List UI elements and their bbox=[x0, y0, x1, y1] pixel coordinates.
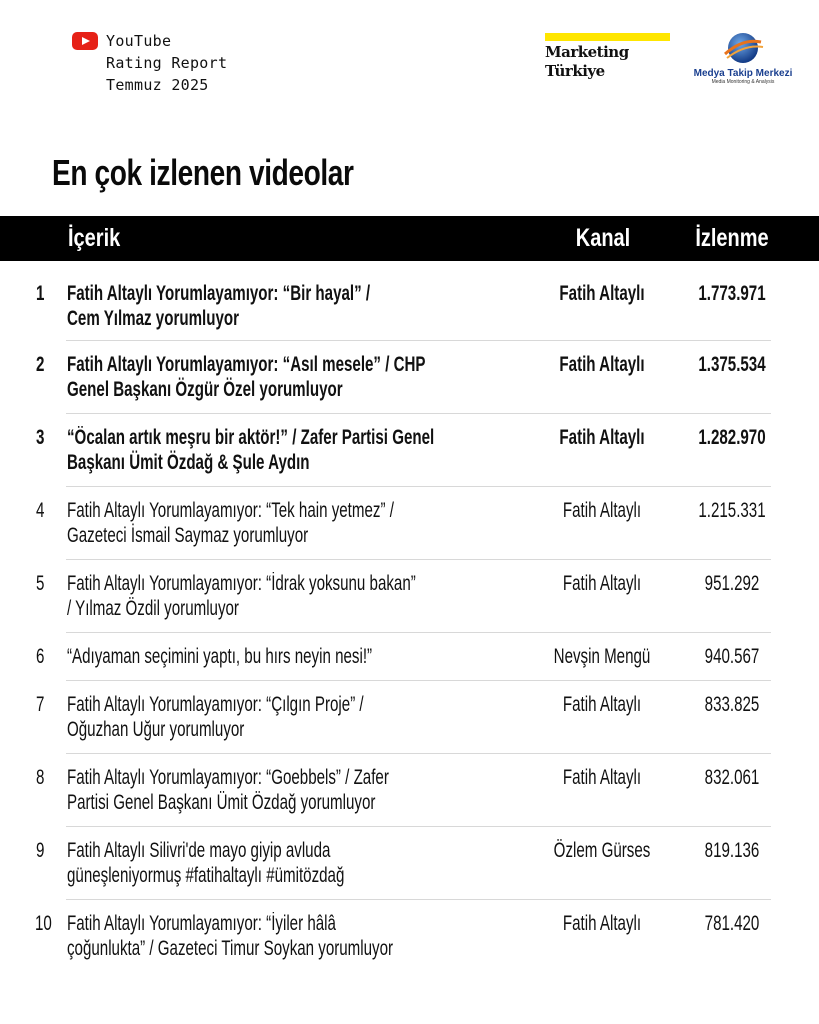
row-views: 781.420 bbox=[704, 912, 760, 935]
row-views: 1.215.331 bbox=[698, 499, 766, 522]
brand-report-label: Rating Report bbox=[106, 54, 228, 72]
logo-yellow-bar bbox=[545, 33, 670, 41]
row-rank: 7 bbox=[36, 693, 45, 716]
row-rank: 6 bbox=[36, 645, 45, 668]
mtm-logo-name: Medya Takip Merkezi bbox=[693, 68, 793, 79]
marketing-turkiye-logo bbox=[545, 33, 670, 79]
row-title bbox=[67, 911, 393, 961]
row-rank: 9 bbox=[36, 839, 45, 862]
row-rank: 5 bbox=[36, 572, 45, 595]
row-title-line2: Cem Yılmaz yorumluyor bbox=[67, 307, 239, 330]
row-title-line1: “Adıyaman seçimini yaptı, bu hırs neyin nesi!” bbox=[67, 645, 373, 668]
row-title-line1: Fatih Altaylı Silivri'de mayo giyip avluda bbox=[67, 839, 331, 862]
row-divider bbox=[66, 486, 771, 487]
row-channel: Fatih Altaylı bbox=[559, 426, 645, 449]
row-title-line2: / Yılmaz Özdil yorumluyor bbox=[67, 597, 239, 620]
medya-takip-merkezi-logo bbox=[688, 28, 798, 85]
row-title-line2: güneşleniyormuş #fatihaltaylı #ümitözdağ bbox=[67, 864, 345, 887]
table-row bbox=[0, 352, 819, 414]
row-title-line2: Oğuzhan Uğur yorumluyor bbox=[67, 718, 245, 741]
row-divider bbox=[66, 899, 771, 900]
table-row bbox=[0, 911, 819, 973]
marketing-logo-line2: Türkiye bbox=[545, 62, 605, 80]
row-title bbox=[67, 692, 364, 742]
table-row bbox=[0, 425, 819, 487]
row-title-line1: Fatih Altaylı Yorumlayamıyor: “Asıl mesele” / CHP bbox=[67, 353, 426, 376]
row-divider bbox=[66, 680, 771, 681]
row-rank: 2 bbox=[36, 353, 45, 376]
row-channel: Fatih Altaylı bbox=[562, 766, 642, 789]
row-views: 833.825 bbox=[704, 693, 760, 716]
table-header bbox=[0, 216, 819, 261]
row-views: 1.773.971 bbox=[698, 282, 766, 305]
table-row bbox=[0, 498, 819, 560]
row-views: 1.282.970 bbox=[698, 426, 766, 449]
row-title-line2: Genel Başkanı Özgür Özel yorumluyor bbox=[67, 378, 343, 401]
table-row bbox=[0, 644, 819, 681]
report-brand bbox=[72, 30, 227, 96]
row-divider bbox=[66, 340, 771, 341]
row-rank: 8 bbox=[36, 766, 45, 789]
row-title-line2: Gazeteci İsmail Saymaz yorumluyor bbox=[67, 524, 309, 547]
row-title-line1: Fatih Altaylı Yorumlayamıyor: “Bir hayal” / bbox=[67, 282, 371, 305]
row-title-line2: Partisi Genel Başkanı Ümit Özdağ yorumluyor bbox=[67, 791, 376, 814]
row-divider bbox=[66, 826, 771, 827]
row-title bbox=[67, 644, 372, 669]
row-channel: Nevşin Mengü bbox=[553, 645, 651, 668]
row-views: 832.061 bbox=[704, 766, 760, 789]
column-header-channel: Kanal bbox=[575, 224, 631, 252]
row-views: 940.567 bbox=[704, 645, 760, 668]
row-views: 819.136 bbox=[704, 839, 760, 862]
row-title-line1: Fatih Altaylı Yorumlayamıyor: “İyiler hâlâ bbox=[67, 912, 336, 935]
brand-period-label: Temmuz 2025 bbox=[106, 76, 209, 94]
row-title-line2: çoğunlukta” / Gazeteci Timur Soykan yorumluyor bbox=[67, 937, 394, 960]
row-rank: 1 bbox=[36, 282, 45, 305]
row-title bbox=[67, 571, 416, 621]
row-title bbox=[67, 765, 389, 815]
row-divider bbox=[66, 753, 771, 754]
row-channel: Fatih Altaylı bbox=[559, 353, 645, 376]
row-title bbox=[67, 425, 434, 475]
row-channel: Fatih Altaylı bbox=[562, 499, 642, 522]
row-title-line1: Fatih Altaylı Yorumlayamıyor: “Tek hain yetmez” / bbox=[67, 499, 394, 522]
row-rank: 4 bbox=[36, 499, 45, 522]
globe-icon bbox=[721, 28, 765, 68]
table-row bbox=[0, 765, 819, 827]
table-row bbox=[0, 281, 819, 341]
row-views: 1.375.534 bbox=[698, 353, 766, 376]
row-channel: Fatih Altaylı bbox=[562, 693, 642, 716]
page-title: En çok izlenen videolar bbox=[52, 152, 354, 193]
row-title bbox=[67, 498, 394, 548]
row-divider bbox=[66, 559, 771, 560]
row-channel: Fatih Altaylı bbox=[562, 912, 642, 935]
row-channel: Fatih Altaylı bbox=[562, 572, 642, 595]
table-row bbox=[0, 571, 819, 633]
brand-line-youtube bbox=[72, 30, 227, 52]
table-row bbox=[0, 838, 819, 900]
row-rank: 3 bbox=[36, 426, 45, 449]
row-title-line2: Başkanı Ümit Özdağ & Şule Aydın bbox=[67, 451, 310, 474]
youtube-play-icon bbox=[72, 32, 98, 50]
brand-youtube-label: YouTube bbox=[106, 32, 172, 50]
row-divider bbox=[66, 632, 771, 633]
row-views: 951.292 bbox=[704, 572, 760, 595]
column-header-content: İçerik bbox=[68, 224, 121, 252]
mtm-logo-subtitle: Media Monitoring & Analysis bbox=[711, 79, 775, 85]
row-title-line1: Fatih Altaylı Yorumlayamıyor: “Goebbels” / Zafer bbox=[67, 766, 389, 789]
row-title-line1: Fatih Altaylı Yorumlayamıyor: “İdrak yoksunu bakan” bbox=[67, 572, 416, 595]
row-divider bbox=[66, 413, 771, 414]
row-rank: 10 bbox=[35, 912, 52, 935]
row-title bbox=[67, 281, 370, 331]
row-title-line1: “Öcalan artık meşru bir aktör!” / Zafer Partisi Genel bbox=[67, 426, 435, 449]
row-title bbox=[67, 352, 426, 402]
row-channel: Fatih Altaylı bbox=[559, 282, 645, 305]
table-row bbox=[0, 692, 819, 754]
marketing-logo-line1: Marketing bbox=[545, 43, 629, 61]
row-title bbox=[67, 838, 344, 888]
column-header-views: İzlenme bbox=[695, 224, 769, 252]
row-title-line1: Fatih Altaylı Yorumlayamıyor: “Çılgın Proje” / bbox=[67, 693, 364, 716]
row-channel: Özlem Gürses bbox=[553, 839, 651, 862]
